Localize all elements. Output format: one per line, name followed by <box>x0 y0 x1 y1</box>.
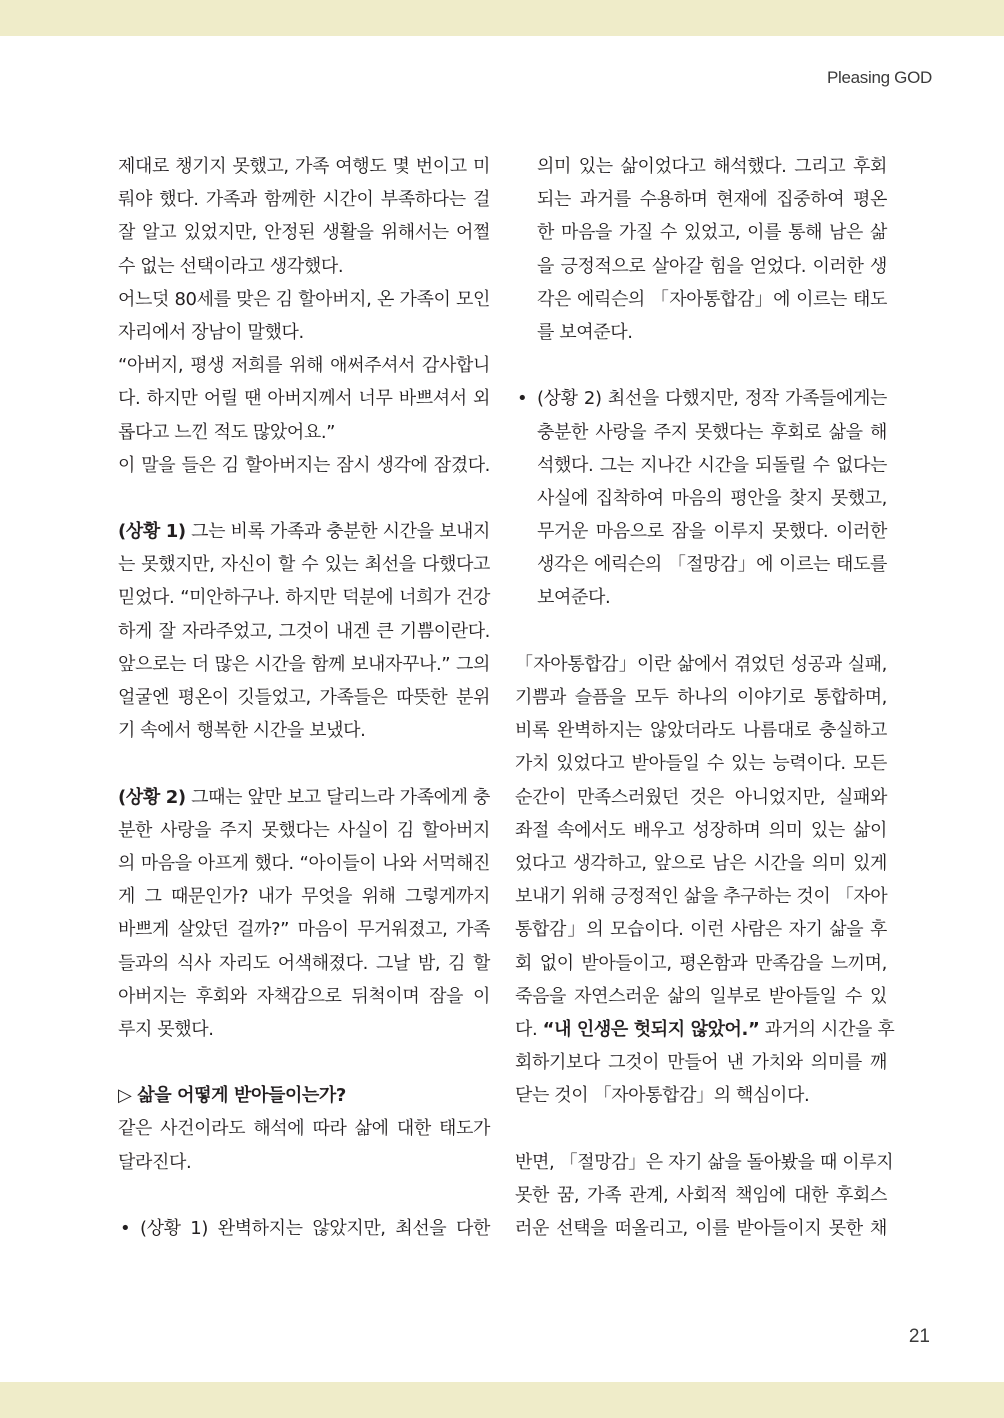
text-line <box>118 183 490 216</box>
text-run: 제대로 챙기지 못했고, 가족 여행도 몇 번이고 미 <box>118 156 490 177</box>
text-line <box>515 781 887 814</box>
text-line <box>118 681 490 714</box>
text-run: 충분한 사랑을 주지 못했다는 후회로 삶을 해 <box>537 421 887 443</box>
text-run: 수 없는 선택이라고 생각했다. <box>118 255 344 277</box>
text-line <box>515 150 887 183</box>
text-line <box>515 449 887 482</box>
bullet-item-line <box>118 1212 490 1245</box>
text-run: 아버지는 후회와 자책감으로 뒤척이며 잠을 이 <box>118 985 490 1007</box>
text-line <box>515 847 887 880</box>
text-line <box>515 880 887 913</box>
text-run: “아버지, 평생 저희를 위해 애써주셔서 감사합니 <box>118 355 490 377</box>
text-line <box>118 980 490 1013</box>
text-run: 과거의 시간을 후 <box>759 1018 895 1040</box>
bullet-icon: • <box>517 388 528 410</box>
text-line <box>515 1146 894 1179</box>
text-run: 같은 사건이라도 해석에 따라 삶에 대한 태도가 <box>118 1118 490 1140</box>
running-head: Pleasing GOD <box>826 68 932 87</box>
emphasis-label: (상황 1) <box>118 521 186 543</box>
text-line <box>515 482 887 515</box>
text-run: 죽음을 자연스러운 삶의 일부로 받아들일 수 있 <box>515 985 887 1007</box>
text-run: 어느덧 80세를 맞은 김 할아버지, 온 가족이 모인 <box>118 288 490 310</box>
text-run: 사실에 집착하여 마음의 평안을 찾지 못했고, <box>537 487 887 509</box>
text-run: (상황 1) 완벽하지는 않았지만, 최선을 다한 <box>140 1218 490 1239</box>
text-run: 반면, 「절망감」은 자기 삶을 돌아봤을 때 이루지 <box>515 1151 894 1173</box>
paragraph-gap <box>515 349 887 382</box>
text-run: 회하기보다 그것이 만들어 낸 가치와 의미를 깨 <box>515 1052 887 1074</box>
text-line <box>515 548 887 581</box>
text-line <box>118 615 490 648</box>
text-run: 루지 못했다. <box>118 1018 214 1040</box>
text-run: 무거운 마음으로 잠을 이루지 못했다. 이러한 <box>537 521 887 543</box>
text-run: 의미 있는 삶이었다고 해석했다. 그리고 후회 <box>537 156 887 177</box>
text-run: 기쁨과 슬픔을 모두 하나의 이야기로 통합하며, <box>515 687 887 708</box>
text-run: 롭다고 느낀 적도 많았어요.” <box>118 421 336 443</box>
bottom-color-band <box>0 1382 1004 1418</box>
text-run: 얼굴엔 평온이 깃들었고, 가족들은 따뜻한 분위 <box>118 687 490 708</box>
page-number: 21 <box>908 1326 930 1347</box>
text-line <box>118 349 490 382</box>
paragraph-gap <box>118 482 490 515</box>
text-line <box>515 747 887 780</box>
text-line <box>118 847 490 880</box>
text-line <box>118 648 490 681</box>
text-run: 는 못했지만, 자신이 할 수 있는 최선을 다했다고 <box>118 554 490 576</box>
text-run: 뤄야 했다. 가족과 함께한 시간이 부족하다는 걸 <box>118 189 490 211</box>
text-line <box>118 880 490 913</box>
text-line <box>515 947 887 980</box>
text-run: 기 속에서 행복한 시간을 보냈다. <box>118 720 366 742</box>
text-line <box>118 1146 490 1179</box>
text-run: 를 보여준다. <box>537 321 633 343</box>
text-run: 한 마음을 가질 수 있었고, 이를 통해 남은 삶 <box>537 222 887 244</box>
text-run: (상황 2) 최선을 다했지만, 정작 가족들에게는 <box>537 388 887 410</box>
text-line <box>118 1079 490 1112</box>
text-line <box>118 382 490 415</box>
text-line <box>515 681 887 714</box>
text-run: 믿었다. “미안하구나. 하지만 덕분에 너희가 건강 <box>118 587 490 609</box>
text-run: 보여준다. <box>537 587 611 609</box>
text-run: 었다고 생각하고, 앞으로 남은 시간을 의미 있게 <box>515 852 887 874</box>
text-run: 다. 하지만 어릴 땐 아버지께서 너무 바쁘셔서 외 <box>118 388 490 410</box>
text-line <box>515 1079 887 1112</box>
text-line <box>515 283 887 316</box>
text-run: 비록 완벽하지는 않았더라도 나름대로 충실하고 <box>515 720 887 742</box>
text-run: 그때는 앞만 보고 달리느라 가족에게 충 <box>185 786 490 808</box>
text-line <box>118 548 490 581</box>
text-line <box>515 648 887 681</box>
text-run: 하게 잘 자라주었고, 그것이 내겐 큰 기쁨이란다. <box>118 620 490 642</box>
paragraph-gap <box>515 615 887 648</box>
text-run: 잘 알고 있었지만, 안정된 생활을 위해서는 어쩔 <box>118 222 490 244</box>
text-line <box>515 216 887 249</box>
text-line <box>118 416 490 449</box>
text-line <box>118 515 490 548</box>
text-run: 다. <box>515 1018 543 1040</box>
text-line <box>515 416 887 449</box>
section-heading: ▷ 삶을 어떻게 받아들이는가? <box>118 1085 346 1107</box>
text-run: 순간이 만족스러웠던 것은 아니었지만, 실패와 <box>515 786 887 808</box>
text-line <box>515 714 887 747</box>
text-line <box>118 316 490 349</box>
text-line <box>118 947 490 980</box>
text-run: 되는 과거를 수용하며 현재에 집중하여 평온 <box>537 189 887 211</box>
left-text-column <box>118 150 490 1245</box>
text-run: 좌절 속에서도 배우고 성장하며 의미 있는 삶이 <box>515 819 887 841</box>
text-run: 을 긍정적으로 살아갈 힘을 얻었다. 이러한 생 <box>537 255 887 277</box>
text-line <box>515 183 887 216</box>
text-run: 생각은 에릭슨의 「절망감」에 이르는 태도를 <box>537 554 887 576</box>
text-line <box>515 913 887 946</box>
text-line <box>118 814 490 847</box>
text-line <box>515 814 887 847</box>
text-line <box>118 1112 490 1145</box>
text-run: 바쁘게 살았던 걸까?” 마음이 무거워졌고, 가족 <box>118 919 490 941</box>
text-line <box>118 781 490 814</box>
text-run: 닫는 것이 「자아통합감」의 핵심이다. <box>515 1085 810 1107</box>
text-line <box>515 1212 887 1245</box>
text-run: 분한 사랑을 주지 못했다는 사실이 김 할아버지 <box>118 819 490 841</box>
bullet-item-line <box>515 382 887 415</box>
paragraph-gap <box>515 1112 887 1145</box>
text-line <box>118 150 490 183</box>
text-run: 회 없이 받아들이고, 평온함과 만족감을 느끼며, <box>515 952 887 974</box>
text-run: 「자아통합감」이란 삶에서 겪었던 성공과 실패, <box>515 653 887 675</box>
text-line <box>118 283 490 316</box>
text-line <box>118 216 490 249</box>
text-run: 게 그 때문인가? 내가 무엇을 위해 그렇게까지 <box>118 886 490 908</box>
text-line <box>515 515 887 548</box>
text-run: 의 마음을 아프게 했다. “아이들이 나와 서먹해진 <box>118 852 490 874</box>
text-run: 자리에서 장남이 말했다. <box>118 321 304 343</box>
text-run: 들과의 식사 자리도 어색해졌다. 그날 밤, 김 할 <box>118 952 490 974</box>
text-run: 석했다. 그는 지나간 시간을 되돌릴 수 없다는 <box>537 454 887 476</box>
paragraph-gap <box>118 747 490 780</box>
text-line <box>515 1013 895 1046</box>
text-run: 러운 선택을 떠올리고, 이를 받아들이지 못한 채 <box>515 1218 887 1239</box>
text-run: 달라진다. <box>118 1151 192 1173</box>
text-line <box>515 1179 887 1212</box>
text-line <box>515 250 887 283</box>
text-run: 가치 있었다고 받아들일 수 있는 능력이다. 모든 <box>515 753 887 775</box>
text-run: 못한 꿈, 가족 관계, 사회적 책임에 대한 후회스 <box>515 1184 887 1206</box>
text-line <box>515 581 887 614</box>
top-color-band <box>0 0 1004 36</box>
text-line <box>118 250 490 283</box>
text-line <box>515 1046 887 1079</box>
text-run: 보내기 위해 긍정적인 삶을 추구하는 것이 「자아 <box>515 886 888 908</box>
text-line <box>515 980 887 1013</box>
text-line <box>118 581 490 614</box>
text-run: 앞으로는 더 많은 시간을 함께 보내자꾸나.” 그의 <box>118 653 490 675</box>
text-run: 통합감」의 모습이다. 이런 사람은 자기 삶을 후 <box>515 919 887 941</box>
text-run: 각은 에릭슨의 「자아통합감」에 이르는 태도 <box>537 288 887 310</box>
paragraph-gap <box>118 1179 490 1212</box>
text-run: 그는 비록 가족과 충분한 시간을 보내지 <box>185 521 490 543</box>
paragraph-gap <box>118 1046 490 1079</box>
text-line <box>118 714 490 747</box>
text-line <box>118 449 490 482</box>
text-line <box>118 1013 490 1046</box>
bullet-icon: • <box>120 1218 131 1239</box>
text-line <box>515 316 887 349</box>
emphasis-label: “내 인생은 헛되지 않았어.” <box>542 1018 760 1040</box>
text-run: 이 말을 들은 김 할아버지는 잠시 생각에 잠겼다. <box>118 454 490 476</box>
text-line <box>118 913 490 946</box>
right-text-column <box>515 150 895 1245</box>
emphasis-label: (상황 2) <box>118 786 186 808</box>
